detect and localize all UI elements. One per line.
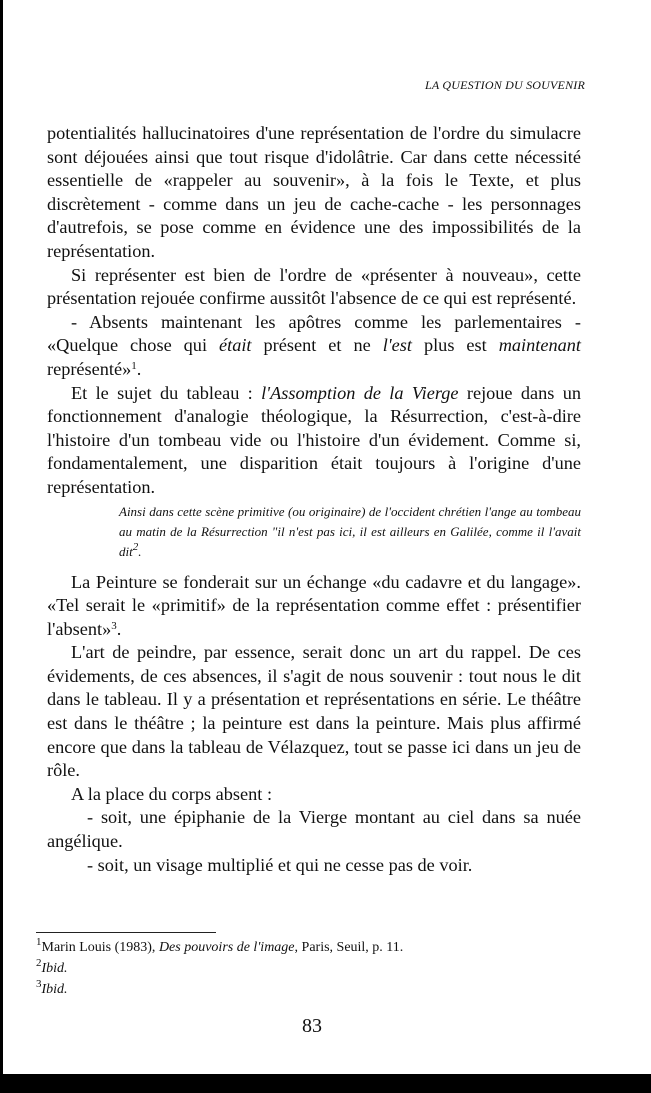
main-text <box>47 122 581 877</box>
running-header: LA QUESTION DU SOUVENIR <box>424 78 585 92</box>
p3-text-c: présent et ne <box>251 335 383 356</box>
paragraph-8: - soit, une épiphanie de la Vierge montant au ciel dans sa nuée angélique. <box>47 807 581 852</box>
p4-text-a: Et le sujet du tableau : <box>71 382 262 403</box>
footnote-ref-1: 1 <box>131 359 137 372</box>
footnote-ref-3: 3 <box>111 619 117 632</box>
footnote-2 <box>36 958 596 979</box>
footnote-separator <box>36 932 216 933</box>
p3-italic-etait: était <box>219 335 252 356</box>
p5-end: . <box>116 618 122 639</box>
quote-text: Ainsi dans cette scène primitive (ou originaire) de l'occident chrétien l'ange au tombeau au matin de la Résurrection "il n'est pas ici, il est ailleurs en Galilée, comme il l'avait dit <box>119 503 581 559</box>
paragraph-7: A la place du corps absent : <box>71 783 273 804</box>
quote-end: . <box>138 543 142 559</box>
footnotes <box>36 937 596 1000</box>
p3-text-g: représenté» <box>47 358 132 379</box>
footnote-1-number: 1 <box>36 935 42 948</box>
p4-text-c: rejoue dans un fonctionnement d'analogie théologique, la Résurrection, c'est-à-dire l'histoire d'un tombeau vide ou l'histoire d'un évidement. Comme si, fondamentalement, une disparition était toujours à l'origine d'une représentation. <box>47 382 581 497</box>
footnote-ref-2: 2 <box>132 540 139 553</box>
paragraph-9: - soit, un visage multiplié et qui ne cesse pas de voir. <box>87 854 473 875</box>
footnote-2-number: 2 <box>36 956 42 969</box>
footnote-3 <box>36 979 596 1000</box>
p3-text-e: plus est <box>411 335 499 356</box>
footnote-1-publisher: , Paris, Seuil, p. 11. <box>294 940 404 955</box>
footnote-2-text: Ibid. <box>41 961 68 976</box>
footnote-1 <box>36 937 596 958</box>
paragraph-6: L'art de peindre, par essence, serait donc un art du rappel. De ces évidements, de ces absences, il s'agit de nous souvenir : tout nous le dit dans le tableau. Il y a présentation et représentations en série. Le théâtre est dans le théâtre ; la peinture est dans la peinture. Mais plus affirmé encore que dans la tableau de Vélazquez, tout se passe ici dans un jeu de rôle. <box>47 642 581 781</box>
scan-bottom-edge <box>0 1074 651 1093</box>
footnote-1-author: Marin Louis (1983), <box>41 940 159 955</box>
paragraph-4 <box>47 382 581 500</box>
paragraph-2: Si représenter est bien de l'ordre de «présenter à nouveau», cette présentation rejouée confirme aussitôt l'absence de ce qui est représenté. <box>47 264 581 309</box>
footnote-3-number: 3 <box>36 977 42 990</box>
paragraph-3 <box>47 311 581 382</box>
p3-italic-maintenant: maintenant <box>498 335 581 356</box>
p4-artwork-title: l'Assomption de la Vierge <box>261 382 459 403</box>
paragraph-5 <box>47 571 581 642</box>
p3-italic-lest: l'est <box>382 335 412 356</box>
block-quote <box>119 502 581 562</box>
paragraph-1: potentialités hallucinatoires d'une représentation de l'ordre du simulacre sont déjouées ainsi que tout risque d'idolâtrie. Car dans cette nécessité essentielle de «rappeler au souvenir», à la fois le Texte, et plus discrètement - comme dans un jeu de cache-cache - les personnages d'autrefois, se pose comme en évidence une des impossibilités de la représentation. <box>47 123 581 261</box>
scan-left-edge <box>0 0 3 1093</box>
page-number: 83 <box>302 1015 322 1037</box>
footnote-3-text: Ibid. <box>41 982 68 997</box>
p5-text: La Peinture se fonderait sur un échange «du cadavre et du langage». «Tel serait le «primitif» de la représentation comme effet : présentifier l'absent» <box>47 571 581 639</box>
p3-text-a: - Absents maintenant les apôtres comme les parlementaires - «Quelque chose qui <box>47 311 581 356</box>
p3-end: . <box>136 358 142 379</box>
footnote-1-book-title: Des pouvoirs de l'image <box>158 940 295 955</box>
